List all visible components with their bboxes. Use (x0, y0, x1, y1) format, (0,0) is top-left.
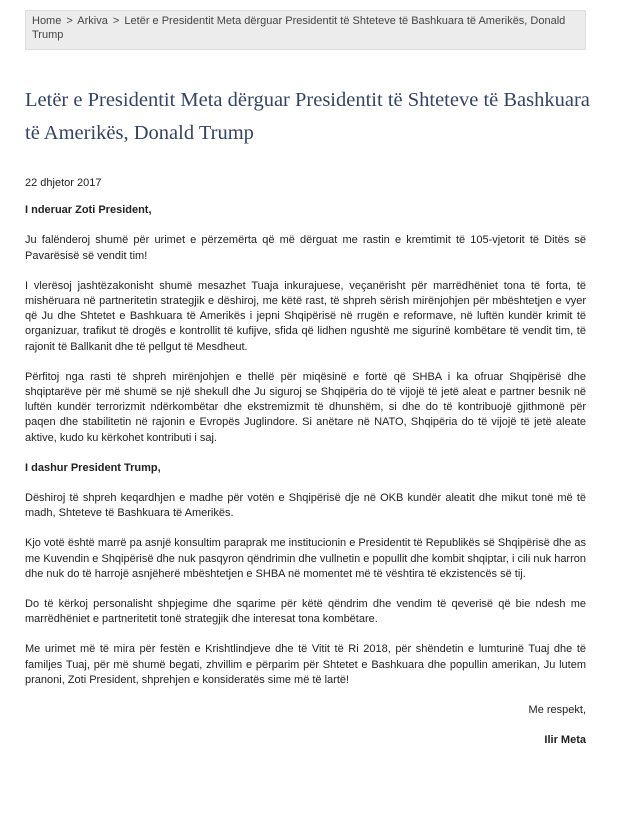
paragraph-explanations: Do të kërkoj personalisht shpjegime dhe sqarime për këtë qëndrim dhe vendim të qeverisë që bie ndesh me marrëdhëniet e partneritetit tonë strategjik dhe interesat tona kombëtare. (25, 598, 586, 626)
paragraph-wishes: Me urimet më të mira për festën e Krishtlindjeve dhe të Vitit të Ri 2018, për shëndetin e lumturinë Tuaj dhe të familjes Tuaj, për më shumë begati, zhvillim e përparim për Shtetet e Bashkuara dhe popullin amerikan, Ju lutem pranoni, Zoti President, shprehjen e konsideratës sime më të lartë! (25, 643, 586, 686)
article-date: 22 dhjetor 2017 (25, 177, 102, 189)
paragraph-regret: Dëshiroj të shpreh keqardhjen e madhe për votën e Shqipërisë dje në OKB kundër aleatit dhe mikut tonë më të madh, Shteteve të Bashkuara të Amerikës. (25, 492, 586, 520)
breadcrumb-separator: > (66, 15, 73, 27)
breadcrumb (25, 10, 586, 50)
breadcrumb-current: Letër e Presidentit Meta dërguar Presidentit të Shteteve të Bashkuara të Amerikës, Donald Trump (32, 15, 566, 41)
letter-closing: Me respekt, (528, 704, 586, 717)
letter-signature: Ilir Meta (544, 734, 586, 747)
article-body (25, 176, 586, 748)
salutation-first: I nderuar Zoti President, (25, 204, 152, 217)
paragraph-vote: Kjo votë është marrë pa asnjë konsultim paraprak me institucionin e Presidentit të Republikës së Shqipërisë dhe as me Kuvendin e Shqipërisë dhe nuk pasqyron qëndrimin dhe vullnetin e popullit dhe kombit shqiptar, i cili nuk harron dhe nuk do të harrojë asnjëherë mbështetjen e SHBA në momentet më të vështira të ekzistencës së tij. (25, 537, 586, 580)
paragraph-partnership: I vlerësoj jashtëzakonisht shumë mesazhet Tuaja inkurajuese, veçanërisht për marrëdhëniet tona të forta, të mishëruara në partneritetin strategjik e dëshiroj, me këtë rast, të shpreh sërish mirënjohjen për mbështetjen e vyer që Ju dhe Shtetet e Bashkuara të Amerikës i jepni Shqipërisë në rrugën e reformave, në luftën kundër krimit të organizuar, trafikut të drogës e kontrollit të kufijve, sfida që lidhen ngushtë me sigurinë kombëtare të vendit tim, të rajonit të Ballkanit dhe të pellgut të Mesdheut. (25, 279, 586, 353)
page-title: Letër e Presidentit Meta dërguar Presidentit të Shteteve të Bashkuara të Amerikës, Donald Trump (25, 89, 590, 144)
breadcrumb-home-link[interactable]: Home (32, 15, 62, 27)
paragraph-thanks: Ju falënderoj shumë për urimet e përzemërta që më dërguat me rastin e kremtimit të 105-vjetorit të Ditës së Pavarësisë së vendit tim! (25, 234, 586, 262)
breadcrumb-archive-link[interactable]: Arkiva (77, 15, 108, 27)
salutation-second: I dashur President Trump, (25, 461, 161, 474)
paragraph-gratitude: Përfitoj nga rasti të shpreh mirënjohjen e thellë për miqësinë e fortë që SHBA i ka ofruar Shqipërisë dhe shqiptarëve për më shumë se një shekull dhe Ju siguroj se Shqipëria do të vijojë të jetë aleat e partner besnik në luftën kundër terrorizmit ndërkombëtar dhe ekstremizmit të dhunshëm, si dhe do të kontribuojë gjithmonë për paqen dhe stabilitetin në rajonin e Evropës Juglindore. Si anëtare në NATO, Shqipëria do të vijojë të jetë aleate aktive, kudo ku kërkohet kontributi i saj. (25, 370, 586, 444)
breadcrumb-separator: > (112, 15, 120, 27)
